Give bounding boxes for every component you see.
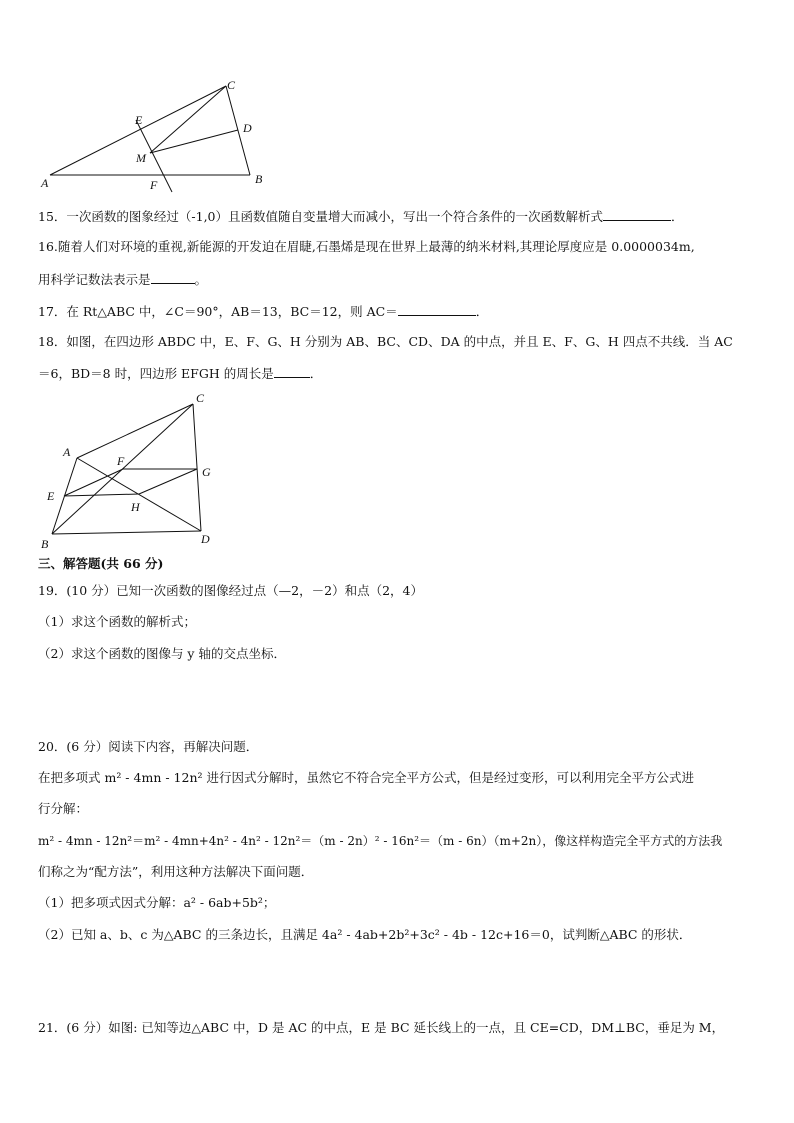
label-a: A bbox=[63, 445, 71, 459]
question-18-line1: 18．如图，在四边形 ABDC 中，E、F、G、H 分别为 AB、BC、CD、DA 的中点，并且 E、F、G、H 四点不共线．当 AC bbox=[38, 334, 733, 349]
label-d: D bbox=[243, 121, 252, 135]
label-m: M bbox=[136, 151, 146, 165]
question-17: 17．在 Rt△ABC 中，∠C＝90°，AB＝13，BC＝12，则 AC＝ ． bbox=[38, 304, 489, 319]
segment-hg bbox=[139, 469, 197, 494]
segment-bd bbox=[52, 531, 201, 534]
question-19-stem: 19．(10 分）已知一次函数的图像经过点（—2，－2）和点（2，4） bbox=[38, 583, 423, 598]
label-e: E bbox=[135, 113, 143, 127]
question-16-line1: 16.随着人们对环境的重视,新能源的开发迫在眉睫,石墨烯是现在世界上最薄的纳米材料,其理论厚度应是 0.0000034m, bbox=[38, 239, 695, 254]
question-20-line2: 行分解： bbox=[38, 801, 89, 816]
label-b: B bbox=[41, 537, 49, 551]
segment-ef bbox=[64, 469, 123, 496]
question-20-line4: 们称之为“配方法”，利用这种方法解决下面问题． bbox=[38, 864, 314, 879]
question-20-stem: 20．(6 分）阅读下内容，再解决问题． bbox=[38, 739, 259, 754]
section-heading: 三、解答题(共 66 分) bbox=[38, 556, 164, 571]
question-19-part2: （2）求这个函数的图像与 y 轴的交点坐标． bbox=[38, 646, 286, 661]
figure-triangle-abc bbox=[30, 75, 280, 200]
label-c: C bbox=[196, 391, 205, 405]
label-f: F bbox=[150, 178, 158, 192]
label-h: H bbox=[131, 500, 140, 514]
segment-cd bbox=[193, 404, 201, 531]
answer-blank-15[interactable] bbox=[603, 208, 671, 221]
label-c: C bbox=[227, 78, 236, 92]
label-b: B bbox=[255, 172, 263, 186]
question-21-stem: 21．(6 分）如图: 已知等边△ABC 中，D 是 AC 的中点，E 是 BC 延长线上的一点，且 CE=CD，DM⊥BC，垂足为 M， bbox=[38, 1020, 725, 1035]
question-19-part1: （1）求这个函数的解析式； bbox=[38, 614, 196, 629]
segment-eh bbox=[64, 494, 139, 496]
answer-blank-17[interactable] bbox=[398, 303, 476, 316]
question-18-line2: ＝6，BD＝8 时，四边形 EFGH 的周长是 ． bbox=[38, 366, 323, 381]
label-g: G bbox=[202, 465, 211, 479]
question-20-line1: 在把多项式 m² - 4mn - 12n² 进行因式分解时，虽然它不符合完全平方公式，但是经过变形，可以利用完全平方公式进 bbox=[38, 770, 694, 785]
question-15: 15．一次函数的图象经过（-1,0）且函数值随自变量增大而减小，写出一个符合条件的一次函数解析式 ． bbox=[38, 209, 684, 224]
segment-ac bbox=[77, 404, 193, 458]
label-d: D bbox=[201, 532, 210, 546]
question-20-line3: m² - 4mn - 12n²＝m² - 4mn+4n² - 4n² - 12n²＝（m - 2n）² - 16n²＝（m - 6n）（m+2n），像这样构造完全平方式的方法我 bbox=[38, 834, 723, 848]
question-16-line2: 用科学记数法表示是 。 bbox=[38, 272, 208, 287]
label-f: F bbox=[117, 454, 125, 468]
label-a: A bbox=[41, 176, 49, 190]
question-20-part1: （1）把多项式因式分解：a² - 6ab+5b²； bbox=[38, 895, 276, 910]
label-e: E bbox=[47, 489, 55, 503]
figure-quadrilateral-abdc bbox=[35, 390, 225, 555]
answer-blank-18[interactable] bbox=[274, 365, 310, 378]
answer-blank-16[interactable] bbox=[151, 271, 195, 284]
question-20-part2: （2）已知 a、b、c 为△ABC 的三条边长，且满足 4a² - 4ab+2b²+3c² - 4b - 12c+16＝0，试判断△ABC 的形状． bbox=[38, 927, 692, 942]
